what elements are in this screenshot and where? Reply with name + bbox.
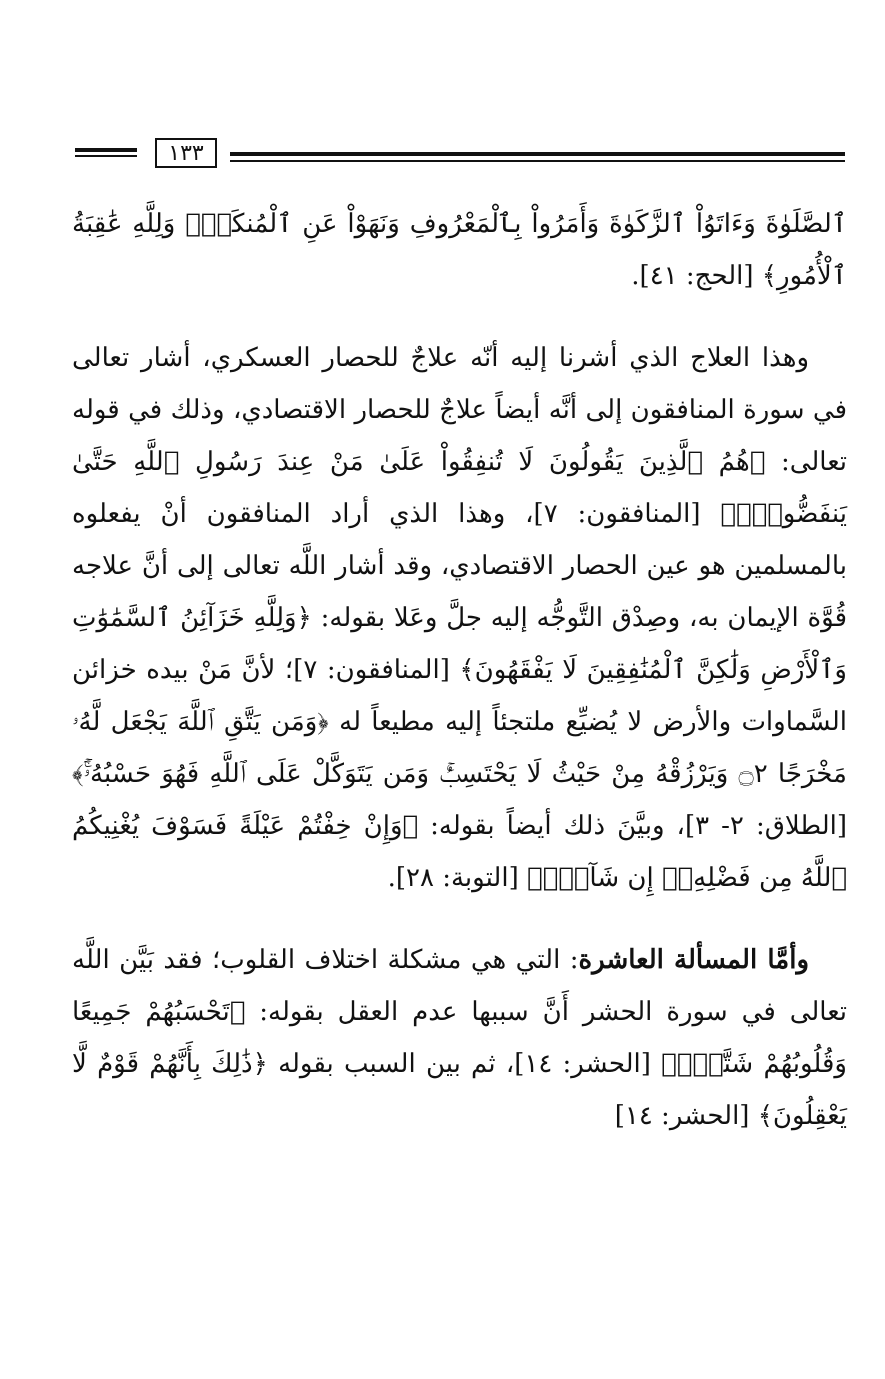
paragraph-verse-continuation (72, 198, 847, 302)
paragraph-tenth-issue (72, 934, 847, 1142)
section-lead: وأمَّا المسألة العاشرة (578, 945, 809, 975)
paragraph-economic-siege (72, 332, 847, 904)
paragraph-text: وهذا العلاج الذي أشرنا إليه أنّه علاجٌ للحصار العسكري، أشار تعالى في سورة المنافقون إلى أنَّه أيضاً علاجٌ للحصار الاقتصادي، وذلك في قوله تعالى: ﴿هُمُ ٱلَّذِينَ يَقُولُونَ لَا تُنفِقُواْ عَلَىٰ مَنْ عِندَ رَسُولِ ٱللَّهِ حَتَّىٰ يَنفَضُّواْۗ﴾ [المنافقون: ٧]، وهذا الذي أراد المنافقون أنْ يفعلوه بالمسلمين هو عين الحصار الاقتصادي، وقد أشار اللَّه تعالى إلى أنَّ علاجه قُوَّة الإيمان به، وصِدْق التَّوجُّه إليه جلَّ وعَلا بقوله: ﴿وَلِلَّهِ خَزَآئِنُ ٱلسَّمَٰوَٰتِ وَٱلْأَرْضِ وَلَٰكِنَّ ٱلْمُنَٰفِقِينَ لَا يَفْقَهُونَ﴾ [المنافقون: ٧]؛ لأنَّ مَنْ بيده خزائن السَّماوات والأرض لا يُضيِّع ملتجئاً إليه مطيعاً له ﴿وَمَن يَتَّقِ ٱللَّهَ يَجْعَل لَّهُۥ مَخْرَجًا ۝٢ وَيَرْزُقْهُ مِنْ حَيْثُ لَا يَحْتَسِبُۚ وَمَن يَتَوَكَّلْ عَلَى ٱللَّهِ فَهُوَ حَسْبُهُۥٓۚ﴾ [الطلاق: ٢- ٣]، وبيَّنَ ذلك أيضاً بقوله: ﴿وَإِنْ خِفْتُمْ عَيْلَةً فَسَوْفَ يُغْنِيكُمُ ٱللَّهُ مِن فَضْلِهِۦٓ إِن شَآءَۚ﴾ [التوبة: ٢٨]. (72, 343, 848, 893)
page-body (72, 198, 847, 1142)
page-header (75, 138, 845, 172)
header-rule-right (230, 152, 845, 164)
paragraph-text: : التي هي مشكلة اختلاف القلوب؛ فقد بَيَّن اللَّه تعالى في سورة الحشر أَنَّ سببها عدم العقل بقوله: ﴿تَحْسَبُهُمْ جَمِيعًا وَقُلُوبُهُمْ شَتَّىٰۚ﴾ [الحشر: ١٤]، ثم بين السبب بقوله ﴿ذَٰلِكَ بِأَنَّهُمْ قَوْمٌ لَّا يَعْقِلُونَ﴾ [الحشر: ١٤] (72, 945, 847, 1131)
paragraph-text: ٱلصَّلَوٰةَ وَءَاتَوُاْ ٱلزَّكَوٰةَ وَأَمَرُواْ بِٱلْمَعْرُوفِ وَنَهَوْاْ عَنِ ٱلْمُنكَرِۗ وَلِلَّهِ عَٰقِبَةُ ٱلْأُمُورِ﴾ [الحج: ٤١]. (72, 209, 847, 291)
page-number: ١٣٣ (155, 138, 217, 168)
header-rule-left (75, 148, 137, 158)
